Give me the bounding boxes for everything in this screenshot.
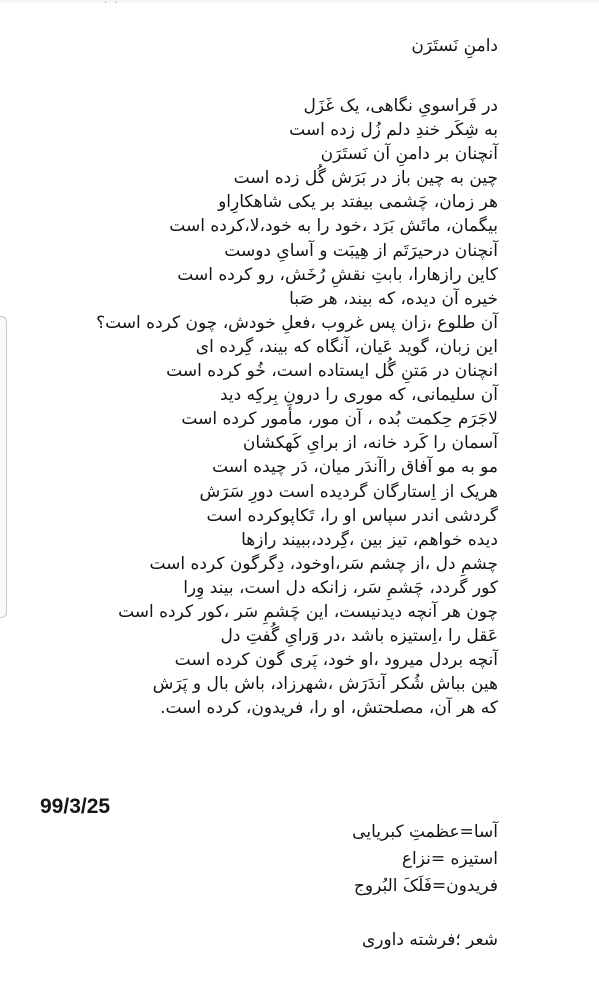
poem-line: بیگمان، ماتَش بَرَد ،خود را به خود،لا،کرده است: [169, 216, 498, 237]
poem-line: عَقل را ،اِستیزه باشد ،در وَرایِ گُفتِ دل: [220, 626, 498, 647]
poem-date: 99/3/25: [40, 795, 111, 818]
poem-line: هین بباش شُکر آندَرَش ،شهرزاد، باش بال و پَرَش: [152, 674, 498, 695]
poem-line: این زبان، گوید عَیان، آنگاه که بیند، گِرده ای: [195, 336, 498, 357]
poem-line: آنچنان بر دامنِ آن نَستَرَن: [320, 144, 498, 165]
poem-line: لاجَرَم حِکمت بُده ، آن مور، مأمور کرده است: [181, 409, 498, 430]
poem-line: کور گردد، چَشمِ سَر، زانکه دل است، بیند وِرا: [183, 577, 498, 598]
poem-line: به شِکَر خندِ دلم زُل زده است: [289, 120, 498, 141]
top-edge: [0, 0, 599, 4]
poem-line: چین به چین باز در بَرَش گُل زده است: [233, 168, 498, 189]
poem-line: که هر آن، مصلحتش، او را، فریدون، کرده است.: [160, 698, 498, 719]
poem-line: چون هر آنچه دیدنیست، این چَشمِ سَر ،کور کرده است: [118, 601, 498, 622]
glossary-line: آسا=عظمتِ کبریایی: [352, 822, 498, 842]
poem-line: آن طلوع ،زان پس غروب ،فعلِ خودش، چون کرده است؟: [96, 312, 498, 333]
poem-line: گردشی اندر سپاس او را، تَکاپوکرده است: [206, 505, 498, 526]
poem-author: شعر ؛فرشته داوری: [361, 930, 498, 950]
poem-line: آنچنان درحیرَتَم از هِیبَت و آسایِ دوست: [224, 240, 498, 261]
poem-line: خیره آن دیده، که بیند، هر صَبا: [289, 288, 498, 309]
poem-line: چشمِ دل ،از چشم سَر،اوخود، دِگرگون کرده است: [149, 553, 498, 574]
glossary-line: استیزه =نزاع: [401, 849, 498, 869]
poem-line: آنچه بردل میرود ،او خود، پَری گون کرده است: [174, 650, 498, 671]
poem-line: هر زمان، چَشمی بیفتد بر یکی شاهکارِاو: [218, 192, 498, 213]
poem-line: انچنان در مَتنِ گُل ایستاده است، خُو کرده است: [166, 361, 498, 382]
poem-line: آسمان را کَرد خانه، از برایِ کَهکشان: [242, 433, 498, 454]
poem-body: [96, 94, 498, 720]
poem-line: دیده خواهم، تیز بین ،گِردد،ببیند رازها: [241, 529, 498, 550]
glossary-line: فریدون=فَلَکَ البُروج: [353, 876, 498, 896]
glossary: [352, 819, 498, 900]
scroll-handle[interactable]: [0, 316, 7, 618]
poem-title: دامنِ نَستَرَن: [411, 36, 498, 56]
poem-line: هریک از اِستارگان گردیده است دورِ سَرَش: [199, 481, 498, 502]
poem-line: مو به مو آفاق راآندَر میان، دَر چیده است: [212, 457, 498, 478]
poem-line: آن سلیمانی، که موری را درونِ بِرکِه دید: [220, 385, 498, 406]
poem-line: کاین رازهارا، بابتِ نقشِ رُخَش، رو کرده است: [177, 264, 498, 285]
top-dots: · ·: [104, 0, 120, 9]
poem-line: در فَراسویِ نگاهی، یک غَزَل: [303, 96, 498, 116]
